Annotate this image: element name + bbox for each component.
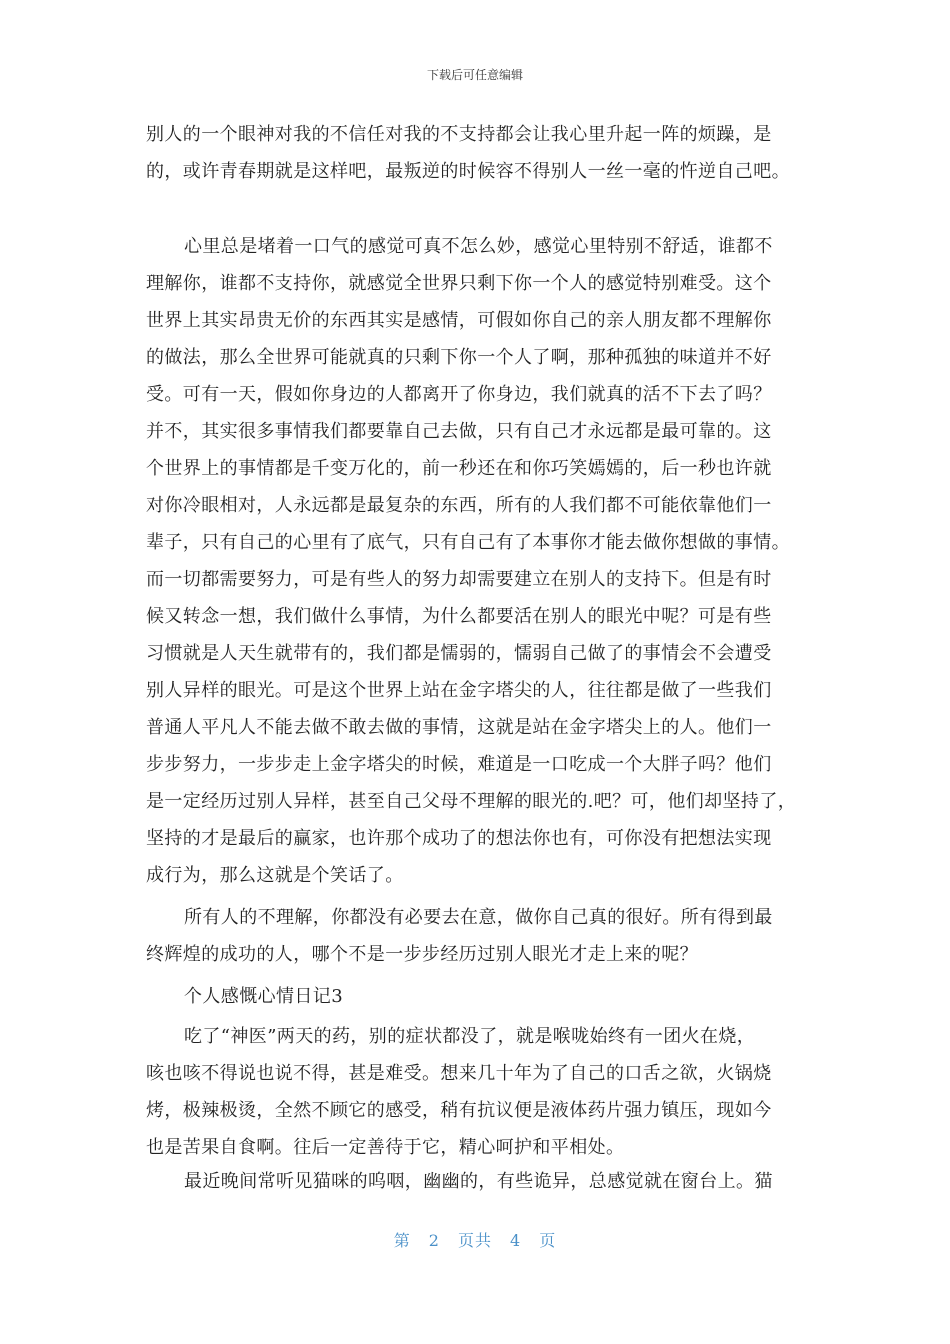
text-line: 成行为，那么这就是个笑话了。 <box>146 865 404 886</box>
text-line: 别人异样的眼光。可是这个世界上站在金字塔尖的人，往往都是做了一些我们 <box>146 680 772 701</box>
text-line: 习惯就是人天生就带有的，我们都是懦弱的，懦弱自己做了的事情会不会遭受 <box>146 643 772 664</box>
footer-current-page: 2 <box>428 1231 440 1250</box>
text-line: 吃了“神医”两天的药，别的症状都没了，就是喉咙始终有一团火在烧， <box>184 1026 756 1047</box>
text-line: 终辉煌的成功的人，哪个不是一步步经历过别人眼光才走上来的呢？ <box>146 944 698 965</box>
text-line: 辈子，只有自己的心里有了底气，只有自己有了本事你才能去做你想做的事情。 <box>146 532 790 553</box>
text-line: 而一切都需要努力，可是有些人的努力却需要建立在别人的支持下。但是有时 <box>146 569 772 590</box>
text-line: 普通人平凡人不能去做不敢去做的事情，这就是站在金字塔尖上的人。他们一 <box>146 717 772 738</box>
footer-total-prefix: 页共 <box>457 1231 492 1250</box>
footer-total-pages: 4 <box>510 1231 522 1250</box>
text-line: 心里总是堵着一口气的感觉可真不怎么妙，感觉心里特别不舒适，谁都不 <box>184 236 773 257</box>
document-body <box>146 123 814 1203</box>
text-line: 也是苦果自食啊。往后一定善待于它，精心呵护和平相处。 <box>146 1137 625 1158</box>
text-line: 别人的一个眼神对我的不信任对我的不支持都会让我心里升起一阵的烦躁，是 <box>146 124 772 145</box>
text-line: 烤，极辣极烫，全然不顾它的感受，稍有抗议便是液体药片强力镇压，现如今 <box>146 1100 772 1121</box>
text-line: 最近晚间常听见猫咪的呜咽，幽幽的，有些诡异，总感觉就在窗台上。猫 <box>184 1171 773 1192</box>
text-line: 世界上其实昂贵无价的东西其实是感情，可假如你自己的亲人朋友都不理解你 <box>146 310 772 331</box>
text-line: 的做法，那么全世界可能就真的只剩下你一个人了啊，那种孤独的味道并不好 <box>146 347 772 368</box>
text-line: 个世界上的事情都是千变万化的，前一秒还在和你巧笑嫣嫣的，后一秒也许就 <box>146 458 772 479</box>
text-line: 坚持的才是最后的赢家，也许那个成功了的想法你也有，可你没有把想法实现 <box>146 828 772 849</box>
page-footer <box>0 1228 950 1251</box>
text-line: 咳也咳不得说也说不得，甚是难受。想来几十年为了自己的口舌之欲，火锅烧 <box>146 1063 772 1084</box>
text-line: 理解你，谁都不支持你，就感觉全世界只剩下你一个人的感觉特别难受。这个 <box>146 273 772 294</box>
text-line: 所有人的不理解，你都没有必要去在意，做你自己真的很好。所有得到最 <box>184 907 773 928</box>
footer-page-word: 第 <box>393 1231 411 1250</box>
text-line: 的，或许青春期就是这样吧，最叛逆的时候容不得别人一丝一毫的忤逆自己吧。 <box>146 161 790 182</box>
text-line: 对你冷眼相对，人永远都是最复杂的东西，所有的人我们都不可能依靠他们一 <box>146 495 772 516</box>
text-line: 受。可有一天，假如你身边的人都离开了你身边，我们就真的活不下去了吗？ <box>146 384 772 405</box>
text-line: 步步努力，一步步走上金字塔尖的时候，难道是一口吃成一个大胖子吗？他们 <box>146 754 772 775</box>
text-line: 并不，其实很多事情我们都要靠自己去做，只有自己才永远都是最可靠的。这 <box>146 421 772 442</box>
section-heading: 个人感慨心情日记3 <box>184 986 344 1007</box>
footer-page-suffix: 页 <box>539 1231 557 1250</box>
page-header-note: 下载后可任意编辑 <box>426 68 523 82</box>
text-line: 候又转念一想，我们做什么事情，为什么都要活在别人的眼光中呢？可是有些 <box>146 606 772 627</box>
text-line: 是一定经历过别人异样，甚至自己父母不理解的眼光的.吧？可，他们却坚持了， <box>146 791 797 812</box>
